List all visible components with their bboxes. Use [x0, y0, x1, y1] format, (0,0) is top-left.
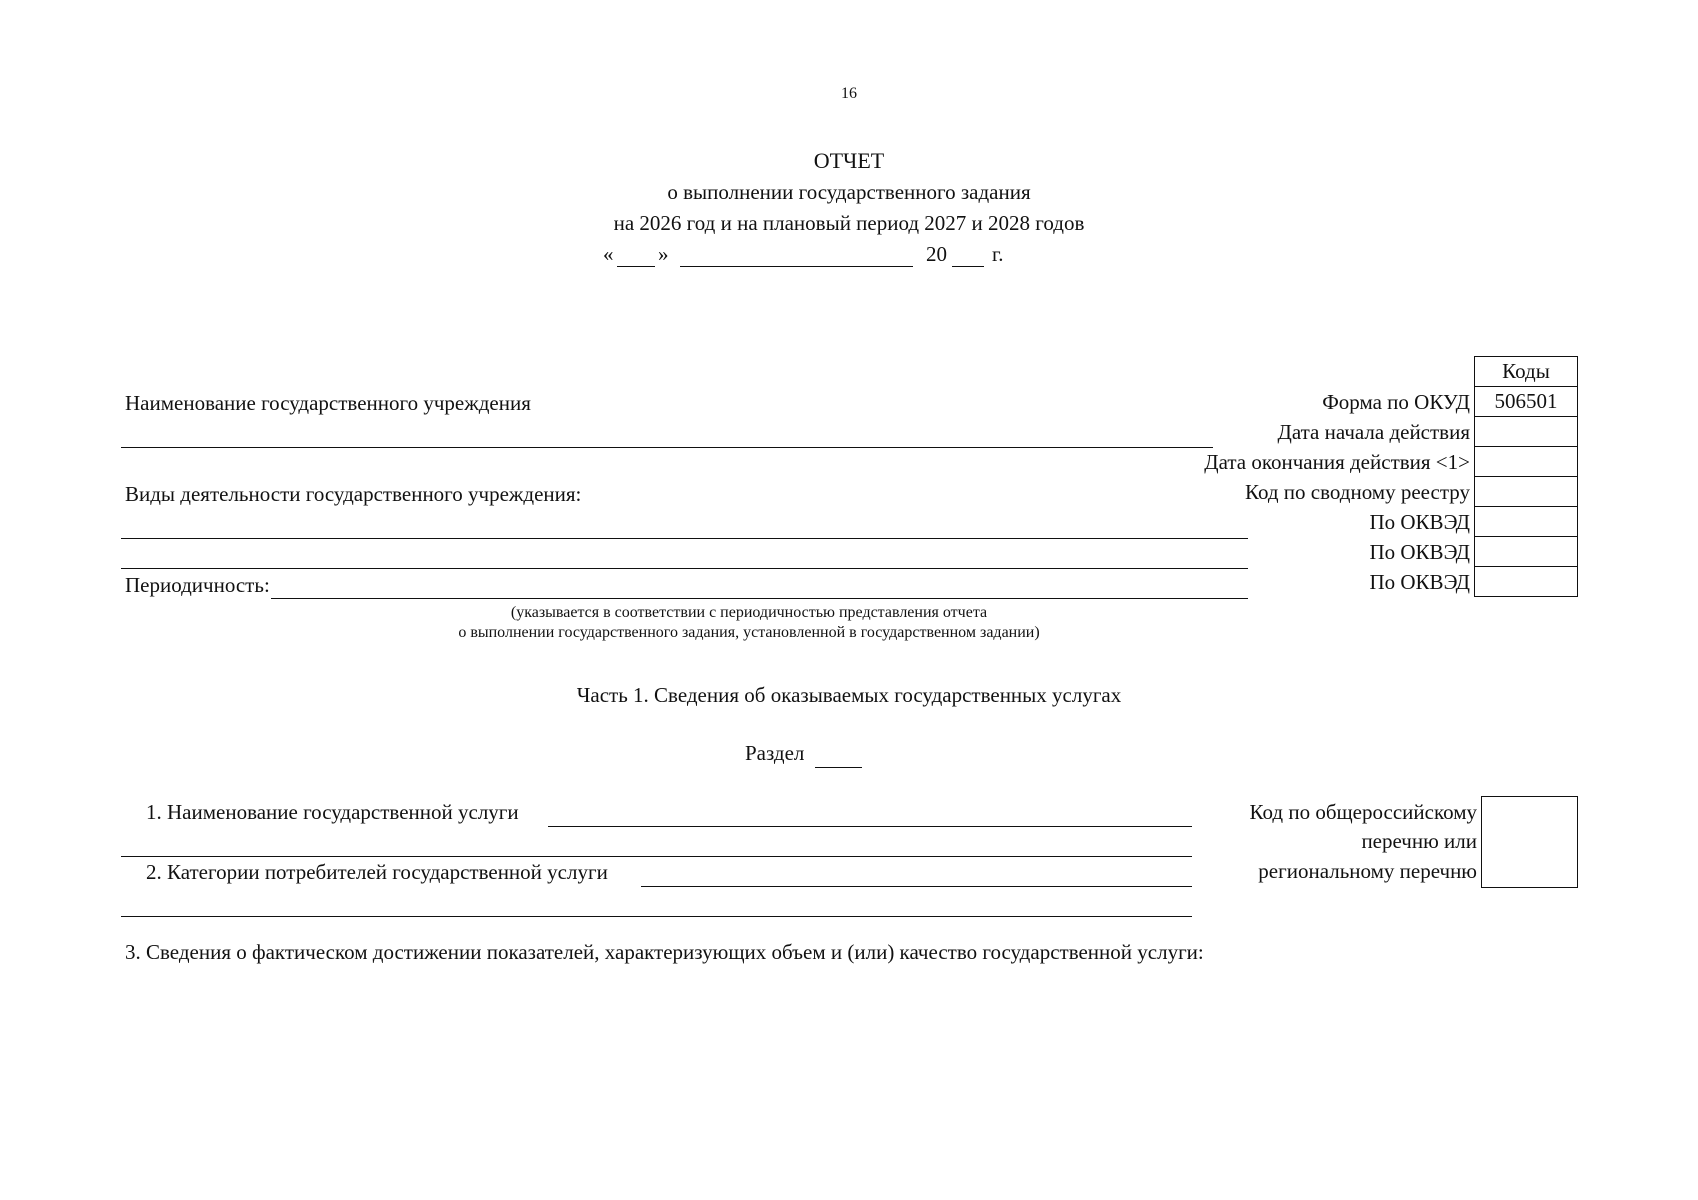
- registry-code-cell[interactable]: [1474, 476, 1578, 507]
- consumer-categories-label: 2. Категории потребителей государственной услуги: [146, 860, 608, 884]
- date-year-suffix: г.: [992, 242, 1004, 266]
- institution-name-label: Наименование государственного учреждения: [125, 391, 531, 415]
- codes-row-label: Дата начала действия: [1277, 420, 1470, 444]
- service-name-label: 1. Наименование государственной услуги: [146, 800, 519, 824]
- periodicity-note-line2: о выполнении государственного задания, установленной в государственном задании): [458, 624, 1040, 641]
- periodicity-field[interactable]: [271, 598, 1248, 599]
- activity-types-label: Виды деятельности государственного учреждения:: [125, 482, 582, 506]
- date-month-blank[interactable]: [680, 266, 913, 267]
- section-number-field[interactable]: [815, 767, 862, 768]
- service-name-field[interactable]: [548, 826, 1192, 827]
- start-date-cell[interactable]: [1474, 416, 1578, 447]
- date-year-prefix: 20: [926, 242, 947, 266]
- end-date-cell[interactable]: [1474, 446, 1578, 477]
- okved-code-cell[interactable]: [1474, 566, 1578, 597]
- list-code-label-line1: Код по общероссийскому: [1249, 800, 1477, 824]
- activity-types-field-1[interactable]: [121, 538, 1248, 539]
- date-day-blank[interactable]: [617, 266, 655, 267]
- date-open-quote: «: [603, 242, 614, 266]
- codes-row-label: По ОКВЭД: [1369, 570, 1470, 594]
- activity-types-field-2[interactable]: [121, 568, 1248, 569]
- periodicity-label: Периодичность:: [125, 573, 270, 597]
- codes-row-label: Код по сводному реестру: [1245, 480, 1470, 504]
- okved-code-cell[interactable]: [1474, 536, 1578, 567]
- codes-row-label: По ОКВЭД: [1369, 510, 1470, 534]
- service-name-field-continued[interactable]: [121, 856, 1192, 857]
- institution-name-field[interactable]: [121, 447, 1213, 448]
- date-year-blank[interactable]: [952, 266, 984, 267]
- list-code-label-line2: перечню или: [1361, 829, 1477, 853]
- report-period: на 2026 год и на плановый период 2027 и 2028 годов: [613, 211, 1085, 235]
- list-code-cell[interactable]: [1481, 796, 1578, 888]
- part1-title: Часть 1. Сведения об оказываемых государственных услугах: [576, 683, 1122, 707]
- codes-row-label: Дата окончания действия <1>: [1204, 450, 1470, 474]
- page-number: 16: [841, 85, 857, 102]
- report-subtitle: о выполнении государственного задания: [667, 180, 1031, 204]
- date-close-quote: »: [658, 242, 669, 266]
- periodicity-note-line1: (указывается в соответствии с периодичностью представления отчета: [510, 604, 988, 621]
- okud-code-cell[interactable]: 506501: [1474, 386, 1578, 417]
- codes-header: Коды: [1474, 356, 1578, 387]
- codes-row-label: Форма по ОКУД: [1322, 390, 1470, 414]
- consumer-categories-field-continued[interactable]: [121, 916, 1192, 917]
- list-code-label-line3: региональному перечню: [1258, 859, 1477, 883]
- indicators-heading: 3. Сведения о фактическом достижении показателей, характеризующих объем и (или) качество государственной услуги:: [125, 940, 1204, 964]
- codes-row-label: По ОКВЭД: [1369, 540, 1470, 564]
- okved-code-cell[interactable]: [1474, 506, 1578, 537]
- consumer-categories-field[interactable]: [641, 886, 1192, 887]
- section-label: Раздел: [745, 741, 805, 765]
- report-title: ОТЧЕТ: [813, 148, 885, 173]
